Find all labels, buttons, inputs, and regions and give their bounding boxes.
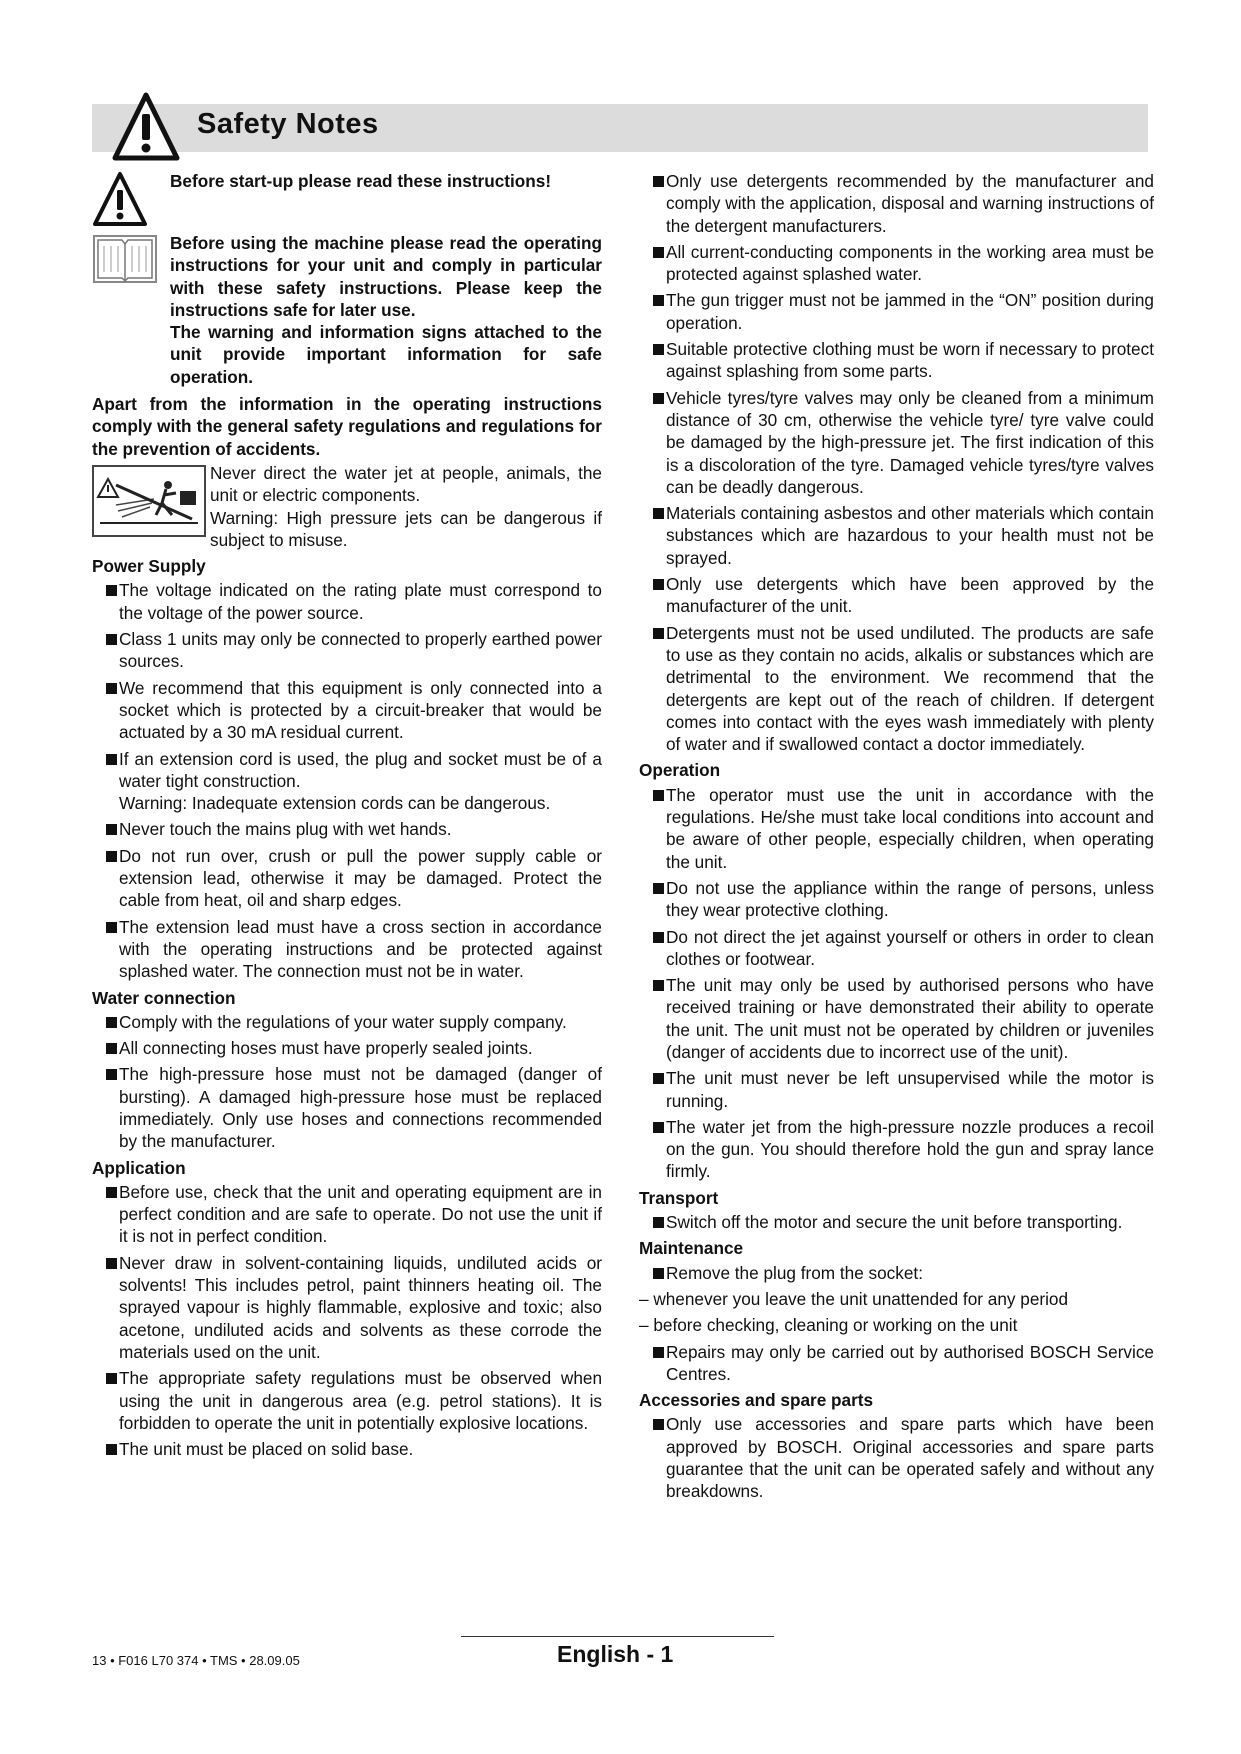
bullet-square-icon: [653, 1419, 664, 1430]
bullet-square-icon: [653, 1347, 664, 1358]
list-item: The extension lead must have a cross section in accordance with the operating instructions and be protected against splashed water. The connection must not be in water.: [92, 916, 602, 983]
list-item: Comply with the regulations of your water supply company.: [92, 1011, 602, 1033]
bullet-square-icon: [106, 824, 117, 835]
bullet-square-icon: [653, 247, 664, 258]
operation-heading: Operation: [639, 760, 721, 781]
list-item: Vehicle tyres/tyre valves may only be cleaned from a minimum distance of 30 cm, otherwise the vehicle tyre/ tyre valve could be damaged by the high-pressure jet. The first indication of this is a discoloration of the tyre. Damaged vehicle tyres/tyre valves can be deadly dangerous.: [639, 387, 1154, 498]
bullet-square-icon: [653, 1122, 664, 1133]
bullet-square-icon: [106, 1258, 117, 1269]
manual-text: Before using the machine please read the operating instructions for your unit and comply in particular with these safety instructions. Please keep the instructions safe for later use.: [170, 233, 602, 320]
bullet-square-icon: [106, 634, 117, 645]
bullet-square-icon: [653, 790, 664, 801]
list-item: The high-pressure hose must not be damaged (danger of bursting). A damaged high-pressure hose must be replaced immediately. Only use hoses and connections recommended by the manufacturer.: [92, 1063, 602, 1152]
bullet-square-icon: [106, 754, 117, 765]
jet-warning-block: [92, 462, 602, 551]
list-item: Only use detergents recommended by the manufacturer and comply with the application, disposal and warning instructions of the detergent manufacturers.: [639, 170, 1154, 237]
water-jet-warning-icon: [92, 465, 206, 537]
list-item: Class 1 units may only be connected to properly earthed power sources.: [92, 628, 602, 673]
list-item: Never draw in solvent-containing liquids, undiluted acids or solvents! This includes petrol, paint thinners heating oil. The sprayed vapour is highly flammable, explosive and toxic; also acetone, undiluted acids and solvents as these corrode the materials used on the unit.: [92, 1252, 602, 1363]
manual-book-icon: [92, 232, 158, 286]
list-item: The unit must never be left unsupervised while the motor is running.: [639, 1067, 1154, 1112]
list-item: Materials containing asbestos and other materials which contain substances which are hazardous to your health must not be sprayed.: [639, 502, 1154, 569]
extension-warning-text: Warning: Inadequate extension cords can be dangerous.: [119, 793, 551, 814]
bullet-square-icon: [653, 579, 664, 590]
list-item: Detergents must not be used undiluted. The products are safe to use as they contain no acids, alkalis or substances which are detrimental to the environment. We recommend that the detergents are kept out of the reach of children. If detergent comes into contact with the eyes wash immediately with plenty of water and if swallowed contact a doctor immediately.: [639, 622, 1154, 756]
accessories-heading: Accessories and spare parts: [639, 1390, 874, 1411]
page-number: English - 1: [557, 1641, 674, 1667]
list-item: Before use, check that the unit and operating equipment are in perfect condition and are safe to operate. Do not use the unit if it is not in perfect condition.: [92, 1181, 602, 1248]
application-heading: Application: [92, 1157, 186, 1178]
bullet-square-icon: [653, 1268, 664, 1279]
list-item: Never touch the mains plug with wet hands.: [92, 818, 602, 840]
transport-heading: Transport: [639, 1187, 719, 1208]
jet-warning-text-1: Never direct the water jet at people, animals, the unit or electric components.: [210, 462, 602, 506]
list-item: The unit may only be used by authorised persons who have received training or have demonstrated their ability to operate the unit. The unit must not be operated by children or juveniles (danger of accidents due to incorrect use of the unit).: [639, 974, 1154, 1063]
list-item: The unit must be placed on solid base.: [92, 1438, 602, 1460]
list-item: Repairs may only be carried out by authorised BOSCH Service Centres.: [639, 1341, 1154, 1386]
list-item: Do not run over, crush or pull the power supply cable or extension lead, otherwise it may be damaged. Protect the cable from heat, oil and sharp edges.: [92, 845, 602, 912]
list-item: Only use accessories and spare parts which have been approved by BOSCH. Original accessories and spare parts guarantee that the unit can be operated safely and without any breakdowns.: [639, 1413, 1154, 1502]
list-item: Do not use the appliance within the range of persons, unless they wear protective clothing.: [639, 877, 1154, 922]
bullet-square-icon: [106, 1187, 117, 1198]
list-item: – whenever you leave the unit unattended for any period: [639, 1288, 1069, 1309]
list-item: The operator must use the unit in accordance with the regulations. He/she must take local conditions into account and be aware of other people, especially children, when operating the unit.: [639, 784, 1154, 873]
intro-read-first: [92, 170, 602, 232]
warning-triangle-icon: [112, 92, 180, 162]
bullet-square-icon: [106, 683, 117, 694]
warning-triangle-icon: [92, 170, 148, 228]
list-item: Do not direct the jet against yourself or others in order to clean clothes or footwear.: [639, 926, 1154, 971]
bullet-square-icon: [653, 1217, 664, 1228]
list-item: The water jet from the high-pressure nozzle produces a recoil on the gun. You should therefore hold the gun and spray lance firmly.: [639, 1116, 1154, 1183]
bullet-square-icon: [653, 295, 664, 306]
bullet-square-icon: [653, 932, 664, 943]
bullet-square-icon: [653, 1073, 664, 1084]
power-supply-heading: Power Supply: [92, 556, 206, 577]
intro-manual: [92, 232, 602, 388]
list-item: Switch off the motor and secure the unit before transporting.: [639, 1211, 1154, 1233]
bullet-square-icon: [653, 628, 664, 639]
bullet-square-icon: [653, 883, 664, 894]
general-safety-text: Apart from the information in the operating instructions comply with the general safety regulations and regulations for the prevention of accidents.: [92, 394, 602, 459]
bullet-square-icon: [106, 1444, 117, 1455]
bullet-square-icon: [106, 851, 117, 862]
bullet-square-icon: [106, 1069, 117, 1080]
bullet-square-icon: [653, 344, 664, 355]
list-item: – before checking, cleaning or working on the unit: [639, 1315, 1018, 1336]
list-item: All current-conducting components in the working area must be protected against splashed water.: [639, 241, 1154, 286]
bullet-square-icon: [106, 1373, 117, 1384]
list-item: Only use detergents which have been approved by the manufacturer of the unit.: [639, 573, 1154, 618]
list-item: If an extension cord is used, the plug and socket must be of a water tight construction.: [92, 748, 602, 793]
maintenance-heading: Maintenance: [639, 1238, 744, 1259]
bullet-square-icon: [653, 508, 664, 519]
bullet-square-icon: [106, 922, 117, 933]
document-code: 13 • F016 L70 374 • TMS • 28.09.05: [92, 1653, 300, 1668]
list-item: We recommend that this equipment is only connected into a socket which is protected by a circuit-breaker that would be actuated by a 30 mA residual current.: [92, 677, 602, 744]
list-item: Remove the plug from the socket:: [639, 1262, 1154, 1284]
left-column: [92, 170, 602, 1464]
right-column: [639, 170, 1154, 1507]
list-item: Suitable protective clothing must be worn if necessary to protect against splashing from some parts.: [639, 338, 1154, 383]
bullet-square-icon: [653, 393, 664, 404]
jet-warning-text-2: Warning: High pressure jets can be dangerous if subject to misuse.: [210, 507, 602, 550]
bullet-square-icon: [106, 1043, 117, 1054]
read-first-text: Before start-up please read these instructions!: [170, 171, 552, 191]
bullet-square-icon: [106, 1017, 117, 1028]
footer-divider: [461, 1636, 774, 1637]
bullet-square-icon: [106, 585, 117, 596]
water-connection-heading: Water connection: [92, 987, 236, 1008]
signs-text: The warning and information signs attached to the unit provide important information for safe operation.: [170, 322, 602, 387]
page-title: Safety Notes: [197, 108, 379, 140]
list-item: The voltage indicated on the rating plate must correspond to the voltage of the power source.: [92, 579, 602, 624]
list-item: The gun trigger must not be jammed in the “ON” position during operation.: [639, 289, 1154, 334]
list-item: The appropriate safety regulations must be observed when using the unit in dangerous area (e.g. petrol stations). It is forbidden to operate the unit in potentially explosive locations.: [92, 1367, 602, 1434]
list-item: All connecting hoses must have properly sealed joints.: [92, 1037, 602, 1059]
bullet-square-icon: [653, 980, 664, 991]
bullet-square-icon: [653, 176, 664, 187]
